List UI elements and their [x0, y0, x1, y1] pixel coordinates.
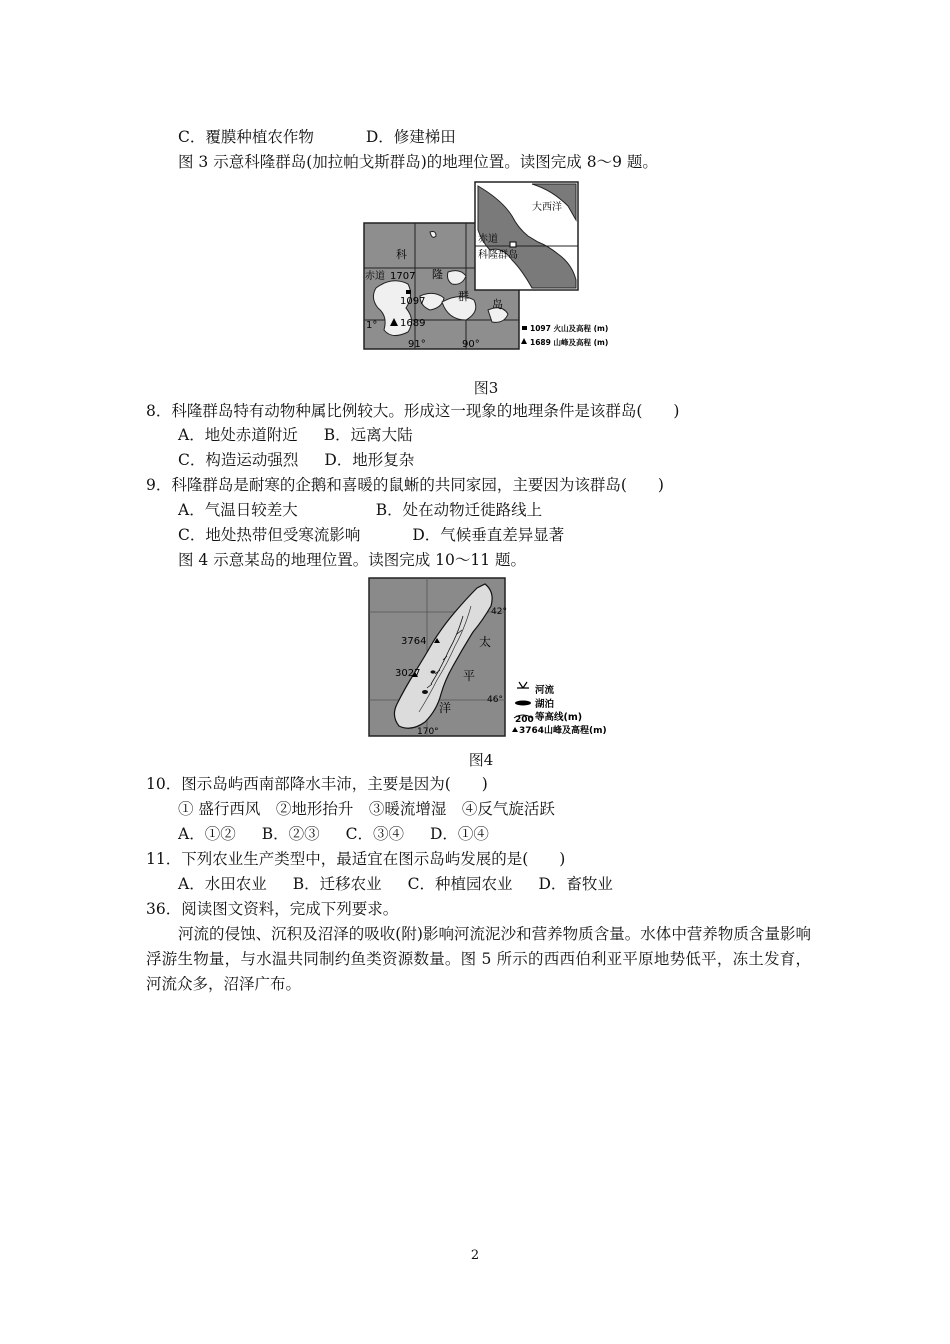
q11-option-a: A．水田农业 [178, 875, 267, 893]
q10-option-b: B．②③ [261, 825, 320, 843]
fig4-elev-3764: 3764 [401, 636, 427, 647]
fig3-elev-1707: 1707 [390, 271, 416, 282]
fig3-caption: 图3 [473, 379, 499, 397]
fig3-inset-atlantic: 大西洋 [532, 202, 562, 213]
q36-stem: 36．阅读图文资料，完成下列要求。 [146, 900, 399, 918]
q8-option-d: D．地形复杂 [324, 451, 415, 469]
figure-4-map [367, 576, 617, 738]
q36-material-text: 河流的侵蚀、沉积及沼泽的吸收(附)影响河流泥沙和营养物质含量。水体中营养物质含量影响浮游生物量，与水温共同制约鱼类资源数量。图 5 所示的西西伯利亚平原地势低平，冻土发育，河流众多，沼泽广布。 [146, 925, 811, 993]
q9-option-c: C．地处热带但受寒流影响 [178, 526, 361, 544]
fig3-intro: 图 3 示意科隆群岛(加拉帕戈斯群岛)的地理位置。读图完成 8～9 题。 [178, 153, 658, 171]
q11-option-b: B．迁移农业 [292, 875, 382, 893]
q10-option-c: C．③④ [345, 825, 404, 843]
fig3-label-dao: 岛 [492, 298, 503, 311]
q7-options [178, 126, 456, 148]
q8-option-a: A．地处赤道附近 [178, 426, 298, 444]
fig3-elev-1097: 1097 [400, 296, 426, 307]
fig4-lon-170: 170° [417, 727, 439, 737]
q8-option-b: B．远离大陆 [323, 426, 413, 444]
fig4-legend-contour: 等高线(m) [535, 712, 583, 723]
fig4-legend-contour-value: 200 [515, 715, 534, 725]
q9-options-row2 [178, 524, 564, 546]
page-number: 2 [470, 1248, 480, 1263]
q8-stem: 8．科隆群岛特有动物种属比例较大。形成这一现象的地理条件是该群岛( ) [146, 402, 680, 420]
fig4-elev-3027: 3027 [395, 668, 421, 679]
q11-options [178, 873, 613, 895]
q36-material [146, 922, 811, 997]
fig3-inset-equator: 赤道 [478, 234, 498, 245]
fig3-lat-1: 1° [366, 320, 378, 331]
q10-items: ① 盛行西风 ②地形抬升 ③暖流增湿 ④反气旋活跃 [178, 800, 555, 818]
q8-option-c: C．构造运动强烈 [178, 451, 299, 469]
q10-option-d: D．①④ [429, 825, 489, 843]
q9-option-b: B．处在动物迁徙路线上 [375, 501, 543, 519]
q10-options [178, 823, 489, 845]
fig4-lat-46: 46° [487, 695, 503, 705]
fig4-caption: 图4 [468, 751, 494, 769]
fig4-lat-42: 42° [491, 607, 507, 617]
fig3-elev-1689: 1689 [400, 318, 426, 329]
fig3-legend-peak: 1689 山峰及高程 (m) [530, 338, 609, 347]
fig3-inset-islands: 科隆群岛 [478, 250, 518, 261]
fig3-label-long: 隆 [432, 268, 443, 281]
q7-option-d: D．修建梯田 [365, 128, 456, 146]
q9-options-row1 [178, 499, 542, 521]
fig3-label-equator: 赤道 [365, 271, 385, 282]
fig4-legend-river: 河流 [535, 685, 555, 696]
figure-3-map [362, 180, 620, 352]
fig4-legend-lake: 湖泊 [535, 699, 555, 710]
q10-stem: 10．图示岛屿西南部降水丰沛，主要是因为( ) [146, 775, 488, 793]
q11-option-d: D．畜牧业 [538, 875, 613, 893]
fig3-label-qun: 群 [458, 290, 469, 303]
fig3-legend-volcano: 1097 火山及高程 (m) [530, 324, 609, 333]
q10-option-a: A．①② [178, 825, 236, 843]
q11-stem: 11．下列农业生产类型中，最适宜在图示岛屿发展的是( ) [146, 850, 566, 868]
fig4-label-yang: 洋 [439, 701, 452, 715]
q9-option-a: A．气温日较差大 [178, 501, 298, 519]
q9-option-d: D．气候垂直差异显著 [412, 526, 565, 544]
fig4-legend-peak: 3764山峰及高程(m) [519, 726, 607, 736]
fig3-lon-90: 90° [462, 339, 480, 350]
q11-option-c: C．种植园农业 [407, 875, 513, 893]
fig4-label-tai: 太 [479, 635, 492, 649]
q8-options-row1 [178, 424, 413, 446]
q7-option-c: C．覆膜种植农作物 [178, 128, 314, 146]
fig4-intro: 图 4 示意某岛的地理位置。读图完成 10～11 题。 [178, 551, 527, 569]
fig3-label-ke: 科 [396, 248, 407, 261]
q8-options-row2 [178, 449, 414, 471]
fig3-lon-91: 91° [408, 339, 426, 350]
q9-stem: 9．科隆群岛是耐寒的企鹅和喜暖的鼠蜥的共同家园，主要因为该群岛( ) [146, 476, 664, 494]
fig4-label-ping: 平 [463, 669, 476, 683]
